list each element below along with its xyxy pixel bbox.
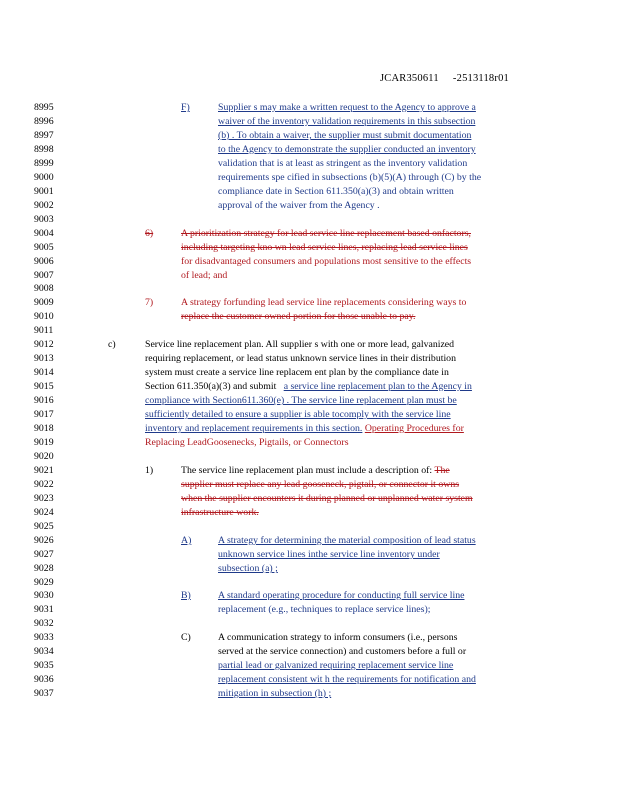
text-segment: Operating Procedures for [364,423,464,434]
text-line: Supplier s may make a written request to the Agency to approve a [218,102,476,113]
line-number: 9024 [34,507,54,518]
line-number: 9012 [34,339,54,350]
line-number: 9002 [34,200,54,211]
text-line: requirements spe cified in subsections (b)(5)(A) through (C) by the [218,172,482,183]
line-number: 8997 [34,130,54,141]
line-number: 8995 [34,102,54,113]
text-line: system must create a service line replacem ent plan by the compliance date in [145,367,449,378]
line-number: 9018 [34,423,54,434]
line-number: 9013 [34,353,54,364]
item-label-7: 7) [145,297,154,308]
line-number: 9017 [34,409,54,420]
inserted-text-segment: a service line replacement plan to the Agency in [283,381,472,392]
document-id: JCAR350611 [380,73,439,84]
line-number: 9026 [34,535,54,546]
inserted-text-segment: inventory and replacement requirements in this section. [145,423,363,434]
text-line [181,464,450,478]
struck-text-line: A prioritization strategy for lead service line replacement based onfactors, [181,228,471,239]
line-number: 9032 [34,618,54,629]
struck-text-segment: The [434,465,450,476]
line-number: 9027 [34,549,54,560]
line-number: 9006 [34,256,54,267]
text-line: A strategy forfunding lead service line replacements considering ways to [181,297,467,308]
inserted-text-line: unknown service lines inthe service line inventory under [218,549,440,560]
item-label-1: 1) [145,465,154,476]
item-label-f: F) [181,102,190,113]
inserted-text-line: sufficiently detailed to ensure a supplier is able tocomply with the service line [145,409,451,420]
item-label-6: 6) [145,228,154,239]
item-label-b: B) [181,590,191,601]
line-number: 9004 [34,228,54,239]
line-number: 9011 [34,325,54,336]
inserted-text-line: compliance with Section611.360(e) . The service line replacement plan must be [145,395,457,406]
inserted-text-line: subsection (a) ; [218,563,278,574]
struck-text-line: when the supplier encounters it during planned or unplanned water system [181,493,473,504]
line-number: 9035 [34,660,54,671]
text-line: for disadvantaged consumers and populations most sensitive to the effects [181,256,472,267]
line-number: 9000 [34,172,54,183]
inserted-text-line: partial lead or galvanized requiring replacement service line [218,660,454,671]
struck-text-line: including targeting kno wn lead service lines, replacing lead service lines [181,242,468,253]
struck-text-line: infrastructure work. [181,507,259,518]
text-segment: Section 611.350(a)(3) and submit [145,381,277,392]
line-number: 9009 [34,297,54,308]
line-number: 9028 [34,563,54,574]
line-number: 9016 [34,395,54,406]
line-number: 9014 [34,367,54,378]
line-number: 9023 [34,493,54,504]
line-number: 9003 [34,214,54,225]
struck-text-line: supplier must replace any lead gooseneck, pigtail, or connector it owns [181,479,460,490]
text-line: of lead; and [181,270,228,281]
inserted-text-line: mitigation in subsection (h) ; [218,688,332,699]
line-number: 9031 [34,604,54,615]
line-number: 9001 [34,186,54,197]
line-number: 9029 [34,577,54,588]
inserted-text-line: replacement consistent wit h the requirements for notification and [218,674,476,685]
line-number: 9021 [34,465,54,476]
text-line: to the Agency to demonstrate the supplier conducted an inventory [218,144,476,155]
line-number: 9005 [34,242,54,253]
text-line: Service line replacement plan. All supplier s with one or more lead, galvanized [145,339,455,350]
line-number: 9025 [34,521,54,532]
text-line: A communication strategy to inform consumers (i.e., persons [218,632,458,643]
text-line: requiring replacement, or lead status unknown service lines in their distribution [145,353,456,364]
line-number: 9010 [34,311,54,322]
item-label-c: C) [181,632,191,643]
text-line [145,380,472,394]
text-line: replacement (e.g., techniques to replace service lines); [218,604,431,615]
section-label-c: c) [108,339,116,350]
text-line: served at the service connection) and customers before a full or [218,646,467,657]
line-number: 9034 [34,646,54,657]
inserted-text-line: A strategy for determining the material composition of lead status [218,535,476,546]
text-line [145,422,464,436]
document-header [380,73,509,84]
text-line: (b) . To obtain a waiver, the supplier must submit documentation [218,130,472,141]
line-number: 9022 [34,479,54,490]
line-number: 8996 [34,116,54,127]
line-number: 9030 [34,590,54,601]
inserted-text-line: A standard operating procedure for conducting full service line [218,590,465,601]
text-line: waiver of the inventory validation requirements in this subsection [218,116,476,127]
line-number: 9015 [34,381,54,392]
line-number: 8999 [34,158,54,169]
line-number: 9020 [34,451,54,462]
line-number: 9019 [34,437,54,448]
text-segment: The service line replacement plan must include a description of: [181,465,433,476]
line-number: 9007 [34,270,54,281]
document-version: -2513118r01 [452,73,509,84]
struck-text-line: replace the customer owned portion for those unable to pay. [181,311,416,322]
text-line: Replacing LeadGoosenecks, Pigtails, or Connectors [145,437,349,448]
text-line: validation that is at least as stringent as the inventory validation [218,158,468,169]
line-number: 9037 [34,688,54,699]
line-number: 8998 [34,144,54,155]
line-number: 9033 [34,632,54,643]
line-number: 9008 [34,283,54,294]
text-line: approval of the waiver from the Agency . [218,200,380,211]
line-number: 9036 [34,674,54,685]
item-label-a: A) [181,535,192,546]
text-line: compliance date in Section 611.350(a)(3) and obtain written [218,186,454,197]
